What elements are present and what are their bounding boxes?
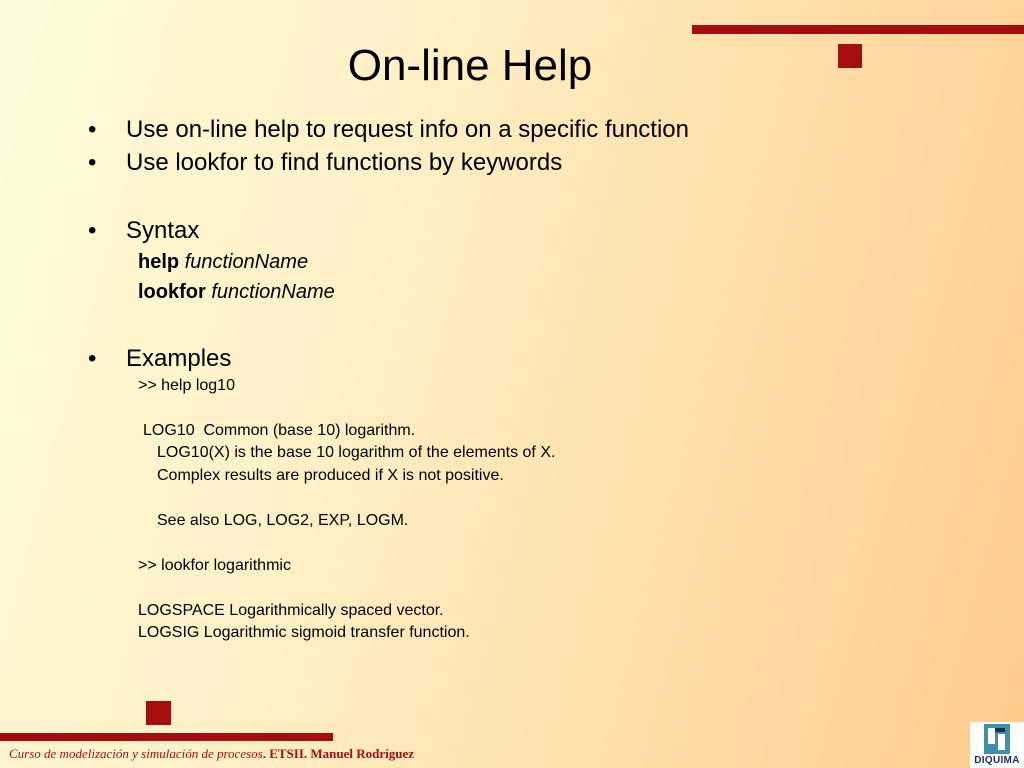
slide-title: On-line Help <box>347 41 593 90</box>
bullet-item <box>88 344 231 374</box>
footer-course: Curso de modelización y simulación de procesos <box>9 746 263 761</box>
bottom-accent-square <box>146 701 171 725</box>
example-line: >> lookfor logarithmic <box>138 557 291 574</box>
bullet-text: Use on-line help to request info on a specific function <box>126 116 690 143</box>
footer-separator: . <box>262 746 270 761</box>
example-line: See also LOG, LOG2, EXP, LOGM. <box>157 512 409 529</box>
bullet-dot: • <box>88 149 97 176</box>
syntax-argument: functionName <box>211 281 335 303</box>
bullet-dot: • <box>88 116 97 143</box>
bottom-accent-bar <box>0 733 333 741</box>
example-line: Complex results are produced if X is not positive. <box>157 467 504 484</box>
syntax-argument: functionName <box>184 251 309 273</box>
diquima-logo <box>970 722 1024 768</box>
diquima-logo-icon <box>984 724 1010 754</box>
bullet-dot: • <box>88 345 97 372</box>
bullet-text: Examples <box>126 345 232 372</box>
syntax-line <box>138 279 335 305</box>
footer-institution: ETSII. Manuel Rodríguez <box>269 746 415 761</box>
bullet-text: Syntax <box>126 217 200 244</box>
example-line: LOGSPACE Logarithmically spaced vector. <box>138 602 444 619</box>
bullet-item <box>88 216 199 246</box>
bullet-text: Use lookfor to find functions by keywords <box>126 149 563 176</box>
bullet-item <box>88 115 689 145</box>
example-line: LOG10(X) is the base 10 logarithm of the elements of X. <box>157 444 556 461</box>
bullet-dot: • <box>88 217 97 244</box>
example-line: >> help log10 <box>138 377 235 394</box>
bullet-item <box>88 148 562 178</box>
syntax-command: help <box>138 251 180 273</box>
example-line: LOG10 Common (base 10) logarithm. <box>143 422 416 439</box>
logo-text: DIQUIMA <box>974 755 1020 766</box>
example-line: LOGSIG Logarithmic sigmoid transfer function. <box>138 624 470 641</box>
syntax-command: lookfor <box>138 281 206 303</box>
syntax-line <box>138 249 308 275</box>
top-accent-bar <box>692 25 1024 34</box>
slide-footer <box>9 746 414 762</box>
